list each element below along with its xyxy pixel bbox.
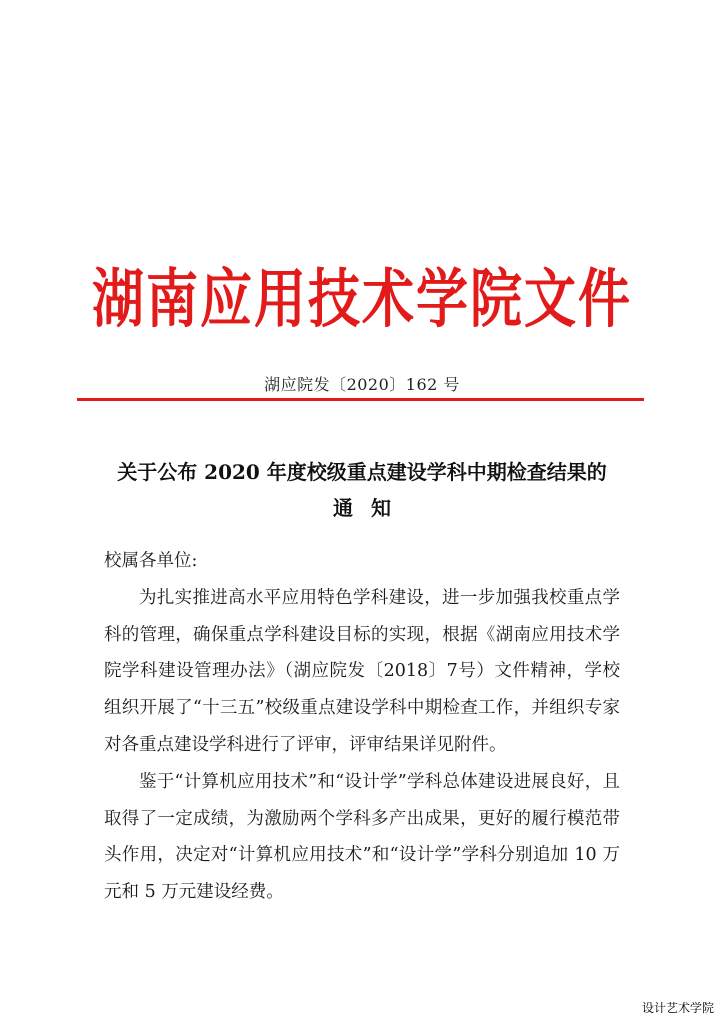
salutation: 校属各单位: bbox=[104, 551, 198, 571]
watermark-label: 设计艺术学院 bbox=[641, 1001, 714, 1015]
notice-body bbox=[104, 543, 620, 911]
notice-title-line-1: 关于公布 2020 年度校级重点建设学科中期检查结果的 bbox=[117, 460, 607, 484]
red-divider-line bbox=[77, 398, 644, 401]
document-number: 湖应院发〔2020〕162 号 bbox=[264, 375, 460, 394]
document-masthead: 湖南应用技术学院文件 bbox=[91, 263, 632, 338]
notice-title-line-2: 通知 bbox=[333, 496, 409, 520]
body-paragraph-1: 为扎实推进高水平应用特色学科建设，进一步加强我校重点学科的管理，确保重点学科建设目标的实现，根据《湖南应用技术学院学科建设管理办法》（湖应院发〔2018〕7号）文件精神，学校组织开展了“十三五”校级重点建设学科中期检查工作，并组织专家对各重点建设学科进行了评审，评审结果详见附件。 bbox=[104, 587, 620, 755]
body-paragraph-2: 鉴于“计算机应用技术”和“设计学”学科总体建设进展良好，且取得了一定成绩，为激励两个学科多产出成果，更好的履行模范带头作用，决定对“计算机应用技术”和“设计学”学科分别追加 10 万元和 5 万元建设经费。 bbox=[104, 771, 620, 903]
notice-title bbox=[80, 454, 644, 526]
